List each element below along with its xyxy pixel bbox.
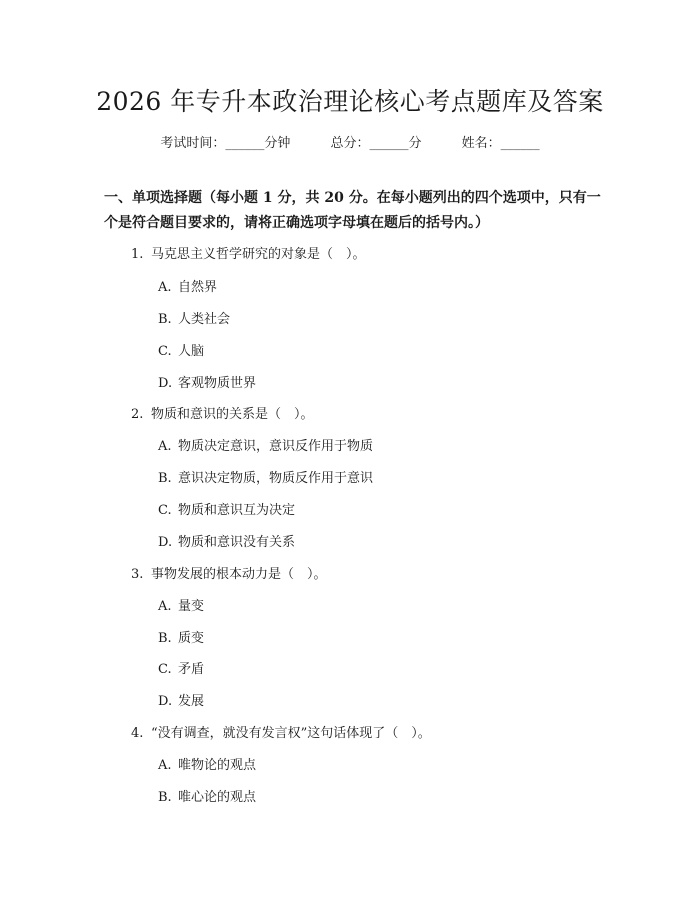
question-3 — [131, 563, 327, 582]
option-letter: A. — [158, 758, 172, 773]
question-4 — [131, 722, 431, 741]
exam-info-line — [0, 132, 700, 151]
option-letter: B. — [158, 790, 172, 805]
question-3-option-d — [158, 690, 204, 709]
question-3-option-b — [158, 627, 204, 646]
total-score-field: 总分：______分 — [330, 136, 422, 151]
document-title: 2026 年专升本政治理论核心考点题库及答案 — [96, 87, 604, 116]
option-text: 客观物质世界 — [178, 376, 257, 391]
option-text: 质变 — [178, 631, 205, 646]
question-text: 物质和意识的关系是（ ）。 — [151, 407, 314, 422]
question-2-option-d — [158, 531, 295, 550]
option-letter: D. — [158, 535, 173, 550]
question-number: 4. — [131, 726, 144, 741]
option-letter: B. — [158, 312, 172, 327]
question-3-option-c — [158, 658, 204, 677]
option-text: 人脑 — [178, 344, 205, 359]
question-1-option-b — [158, 308, 230, 327]
option-text: 人类社会 — [178, 312, 231, 327]
question-2-option-b — [158, 467, 373, 486]
question-4-option-b — [158, 786, 256, 805]
option-letter: C. — [158, 662, 172, 677]
option-letter: D. — [158, 694, 173, 709]
question-1-option-c — [158, 340, 204, 359]
question-number: 3. — [131, 567, 144, 582]
question-number: 1. — [131, 247, 144, 262]
option-text: 意识决定物质，物质反作用于意识 — [178, 471, 374, 486]
question-4-option-a — [158, 754, 256, 773]
question-2-option-a — [158, 435, 373, 454]
student-name-field: 姓名：______ — [461, 136, 540, 151]
option-text: 自然界 — [178, 280, 218, 295]
option-letter: C. — [158, 503, 172, 518]
question-text: 马克思主义哲学研究的对象是（ ）。 — [151, 247, 366, 262]
exam-time-field: 考试时间：______分钟 — [160, 136, 291, 151]
option-letter: B. — [158, 471, 172, 486]
question-1 — [131, 243, 366, 262]
option-text: 物质和意识没有关系 — [178, 535, 296, 550]
option-text: 量变 — [178, 599, 205, 614]
option-letter: C. — [158, 344, 172, 359]
question-3-option-a — [158, 595, 204, 614]
option-letter: A. — [158, 439, 172, 454]
question-1-option-d — [158, 372, 256, 391]
option-text: 发展 — [178, 694, 205, 709]
question-text: 事物发展的根本动力是（ ）。 — [151, 567, 327, 582]
question-2-option-c — [158, 499, 295, 518]
question-2 — [131, 403, 314, 422]
option-letter: D. — [158, 376, 173, 391]
question-text: “没有调查，就没有发言权”这句话体现了（ ）。 — [151, 726, 431, 741]
option-letter: A. — [158, 599, 172, 614]
option-letter: B. — [158, 631, 172, 646]
question-number: 2. — [131, 407, 144, 422]
option-letter: A. — [158, 280, 172, 295]
option-text: 矛盾 — [178, 662, 205, 677]
option-text: 物质和意识互为决定 — [178, 503, 296, 518]
question-1-option-a — [158, 276, 217, 295]
option-text: 物质决定意识，意识反作用于物质 — [178, 439, 374, 454]
section-heading: 一、单项选择题（每小题 1 分，共 20 分。在每小题列出的四个选项中，只有一个是符合题目要求的，请将正确选项字母填在题后的括号内。） — [104, 190, 601, 231]
option-text: 唯物论的观点 — [178, 758, 257, 773]
option-text: 唯心论的观点 — [178, 790, 257, 805]
